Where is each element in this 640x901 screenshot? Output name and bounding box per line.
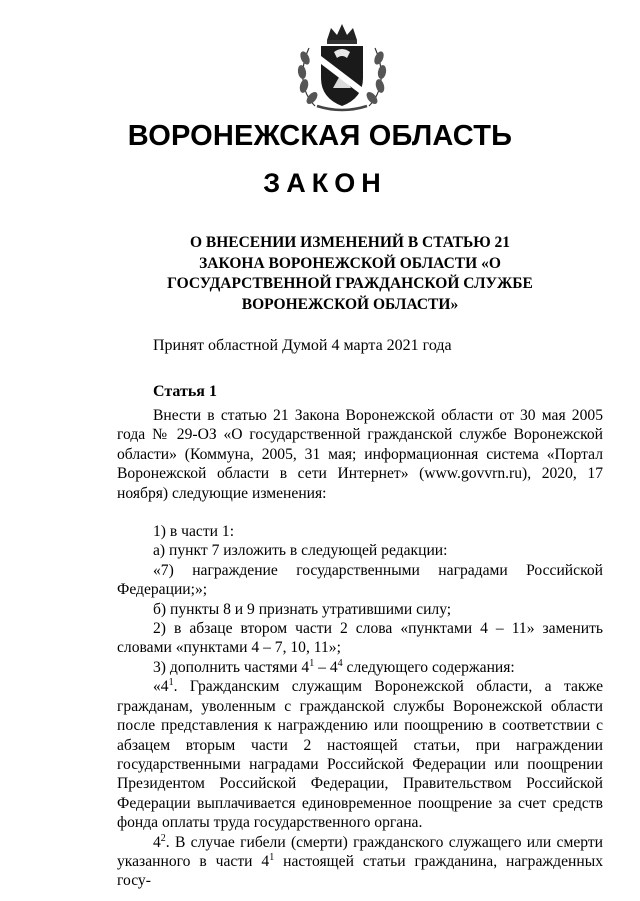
superscript: 1 xyxy=(168,677,174,689)
text-span: . В случае гибели (смерти) гражданского служащего или смерти указанного в части 4 xyxy=(117,833,603,870)
article-heading: Статья 1 xyxy=(153,383,217,400)
law-title-line: ВОРОНЕЖСКОЙ ОБЛАСТИ» xyxy=(241,295,459,313)
text-span: настоящей статьи гражданина, награжденных госу- xyxy=(117,852,603,890)
document-type: ЗАКОН xyxy=(263,168,387,198)
text-span: следующего содержания: xyxy=(342,658,515,676)
paragraph: б) пункты 8 и 9 признать утратившими силу; xyxy=(153,600,452,618)
adoption-line: Принят областной Думой 4 марта 2021 года xyxy=(153,337,452,354)
paragraph: «7) награждение государственными наградами Российской Федерации;»; xyxy=(117,561,603,599)
superscript: 4 xyxy=(337,657,343,669)
paragraph xyxy=(117,677,603,832)
paragraph xyxy=(117,833,603,891)
paragraph: 1) в части 1: xyxy=(153,523,235,541)
text-span: 3) дополнить частями 4 xyxy=(153,658,310,676)
paragraph: а) пункт 7 изложить в следующей редакции: xyxy=(153,542,448,560)
law-title-line: О ВНЕСЕНИИ ИЗМЕНЕНИЙ В СТАТЬЮ 21 xyxy=(189,234,511,251)
text-span: . Гражданским служащим Воронежской области, а также гражданам, уволенным с гражданской службы Воронежской области после представления к награждению или поощрению в соответствии с абзацем вторым части 2 настоящей статьи, при награждении государственными наградами Российской Федерации или поощрении Президентом Российской Федерации, Правительством Российской Федерации выплачивается единовременное поощрение за счет средств фонда оплаты труда государственного органа. xyxy=(117,678,603,832)
region-title: ВОРОНЕЖСКАЯ ОБЛАСТЬ xyxy=(127,120,513,152)
coat-of-arms-icon xyxy=(287,18,397,114)
article-body xyxy=(117,406,603,891)
text-span: – 4 xyxy=(314,658,338,676)
superscript: 2 xyxy=(160,832,166,844)
text-span: 4 xyxy=(153,833,161,851)
paragraph: 2) в абзаце втором части 2 слова «пунктами 4 – 11» заменить словами «пунктами 4 – 7, 10, 11»; xyxy=(117,620,603,657)
law-title-line: ЗАКОНА ВОРОНЕЖСКОЙ ОБЛАСТИ «О xyxy=(199,254,501,272)
paragraph xyxy=(117,658,603,677)
law-title-line: ГОСУДАРСТВЕННОЙ ГРАЖДАНСКОЙ СЛУЖБЕ xyxy=(167,275,533,292)
text-span: «4 xyxy=(153,678,169,696)
law-title xyxy=(150,233,550,315)
paragraph: Внести в статью 21 Закона Воронежской области от 30 мая 2005 года № 29-ОЗ «О государственной гражданской службе Воронежской области» (Коммуна, 2005, 31 мая; информационная система «Портал Воронежской области в сети Интернет» (www.govvrn.ru), 2020, 17 ноября) следующие изменения: xyxy=(117,407,603,502)
superscript: 1 xyxy=(269,851,275,863)
superscript: 1 xyxy=(309,657,315,669)
